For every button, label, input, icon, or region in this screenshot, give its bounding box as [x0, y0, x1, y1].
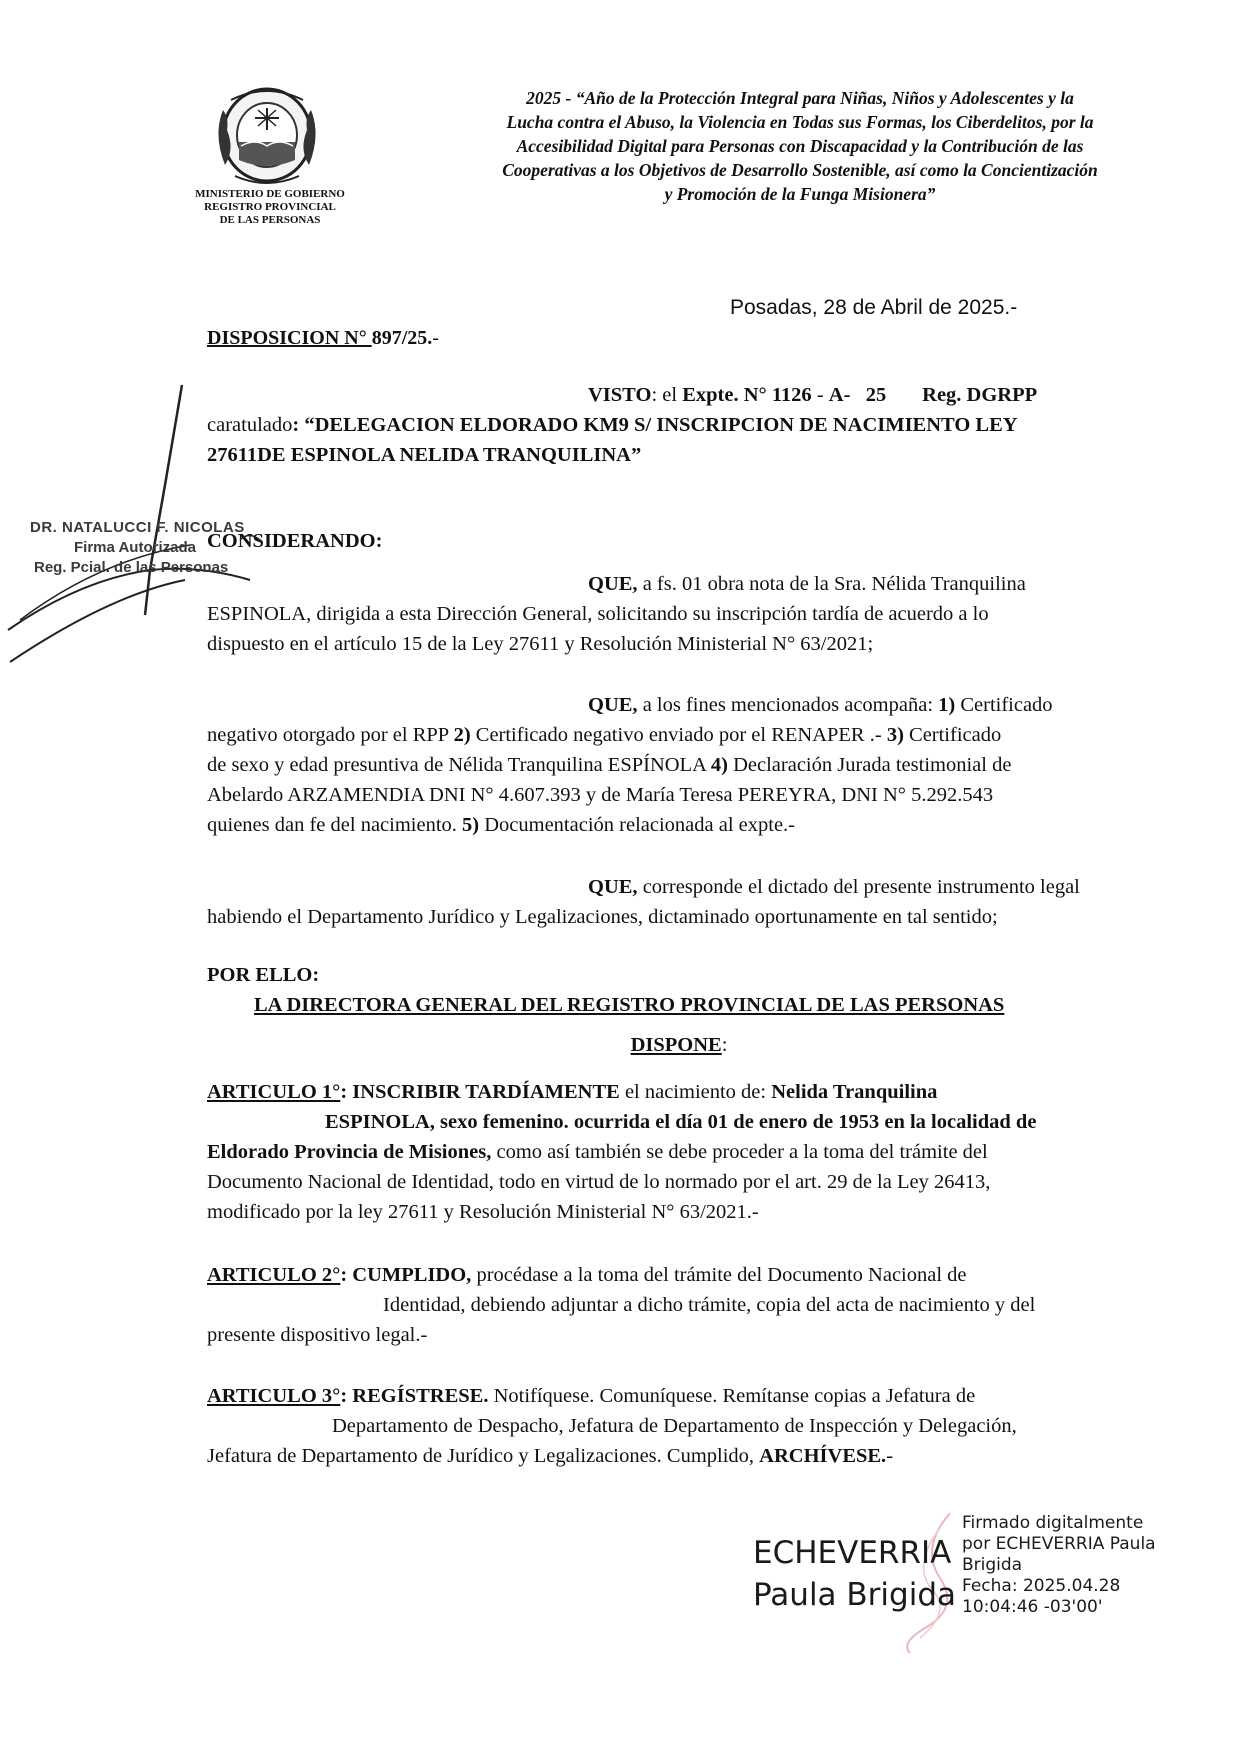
ministry-line: DE LAS PERSONAS: [219, 214, 321, 226]
que2-line4: Abelardo ARZAMENDIA DNI N° 4.607.393 y de María Teresa PEREYRA, DNI N° 5.292.543: [207, 784, 994, 806]
stamp-line: Firma Autorizada: [74, 539, 196, 556]
art1-line5: modificado por la ley 27611 y Resolución Ministerial N° 63/2021.-: [207, 1201, 759, 1223]
art1-line2: [325, 1107, 1151, 1137]
year-motto: [440, 86, 1160, 206]
disposicion-title: [207, 327, 439, 350]
ministry-line: MINISTERIO DE GOBIERNO: [195, 188, 345, 200]
art3-archivese: ARCHÍVESE.: [759, 1445, 887, 1467]
visto-line: [588, 380, 1188, 410]
art1-place: Eldorado Provincia de Misiones,: [207, 1141, 492, 1163]
que1-line1: [588, 569, 1151, 599]
caratulado-label: caratulado: [207, 414, 293, 436]
que2-item-3: 3): [886, 724, 904, 746]
art1-line4: Documento Nacional de Identidad, todo en virtud de lo normado por el art. 29 de la Ley 26413,: [207, 1171, 991, 1193]
por-ello-heading: POR ELLO:: [207, 964, 320, 986]
signature-info-line: por ECHEVERRIA Paula: [962, 1534, 1156, 1554]
signature-info-line: Brigida: [962, 1555, 1023, 1575]
que2-text: Declaración Jurada testimonial de: [727, 754, 1012, 776]
caratulado-title: : “DELEGACION ELDORADO KM9 S/ INSCRIPCION DE NACIMIENTO LEY: [292, 414, 1018, 436]
art2-line3: presente dispositivo legal.-: [207, 1324, 428, 1346]
art3-text: Notifíquese. Comuníquese. Remítanse copias a Jefatura de: [488, 1385, 976, 1407]
authorized-signature-stamp: [30, 518, 245, 578]
art3-text: Jefatura de Departamento de Jurídico y Legalizaciones. Cumplido,: [207, 1445, 760, 1467]
que1-text: a fs. 01 obra nota de la Sra. Nélida Tranquilina: [637, 573, 1026, 595]
motto-line: Cooperativas a los Objetivos de Desarrollo Sostenible, así como la Concientización: [502, 160, 1098, 180]
caratulado-line1: [207, 410, 1151, 440]
que2-line1: [588, 690, 1151, 720]
que2-item-1: 1): [938, 694, 956, 716]
signature-info-line: 10:04:46 -03'00': [962, 1597, 1103, 1617]
art3-line3: [207, 1441, 1151, 1471]
que2-item-2: 2): [453, 724, 471, 746]
visto-label: VISTO: [588, 384, 652, 406]
que2-line3: [207, 750, 1151, 780]
art2-line1: [207, 1260, 1151, 1290]
expte-letter: A-: [828, 384, 851, 406]
signer-name-line: ECHEVERRIA: [753, 1535, 952, 1571]
art1-text: ESPINOLA, sexo femenino. ocurrida el día 01 de enero de 1953 en la localidad de: [325, 1111, 1037, 1133]
art1-verb: INSCRIBIR TARDÍAMENTE: [352, 1081, 620, 1103]
que2-text: Certificado: [903, 724, 1002, 746]
authority-heading: LA DIRECTORA GENERAL DEL REGISTRO PROVINCIAL DE LAS PERSONAS: [254, 994, 1005, 1016]
visto-text: : el: [651, 384, 683, 406]
que2-line2: [207, 720, 1151, 750]
que3-line1: [588, 872, 1151, 902]
considerando-heading: CONSIDERANDO:: [207, 530, 383, 552]
art1-text: como así también se debe proceder a la toma del trámite del: [491, 1141, 988, 1163]
art1-text: el nacimiento de:: [619, 1081, 772, 1103]
motto-line: y Promoción de la Funga Misionera”: [664, 184, 936, 204]
motto-line: 2025 - “Año de la Protección Integral para Niñas, Niños y Adolescentes y la: [526, 88, 1074, 108]
que3-line2: habiendo el Departamento Jurídico y Legalizaciones, dictaminado oportunamente en tal sentido;: [207, 906, 998, 928]
ministry-header: [175, 188, 365, 227]
dispone-label: DISPONE: [630, 1034, 722, 1056]
ministry-line: REGISTRO PROVINCIAL: [204, 201, 336, 213]
art2-verb: CUMPLIDO,: [352, 1264, 472, 1286]
art3-label: ARTICULO 3°: [207, 1385, 341, 1407]
art1-label: ARTICULO 1°: [207, 1081, 341, 1103]
dispone-suffix: :: [721, 1034, 728, 1056]
digital-signature-info: [962, 1513, 1182, 1618]
que3-text: corresponde el dictado del presente instrumento legal: [637, 876, 1080, 898]
que1-line2: ESPINOLA, dirigida a esta Dirección General, solicitando su inscripción tardía de acuerdo a lo: [207, 603, 989, 625]
art2-text: procédase a la toma del trámite del Documento Nacional de: [471, 1264, 967, 1286]
disposicion-number: 897/25.: [371, 327, 433, 349]
place-date: Posadas, 28 de Abril de 2025.-: [730, 296, 1018, 319]
motto-line: Accesibilidad Digital para Personas con Discapacidad y la Contribución de las: [516, 136, 1084, 156]
art1-colon: :: [340, 1081, 353, 1103]
caratulado-line2: [207, 440, 1151, 470]
que2-item-5: 5): [462, 814, 480, 836]
que2-text: Certificado negativo enviado por el RENAPER .-: [470, 724, 887, 746]
que2-text: Documentación relacionada al expte.-: [479, 814, 795, 836]
que1-line3: dispuesto en el artículo 15 de la Ley 27611 y Resolución Ministerial N° 63/2021;: [207, 633, 874, 655]
que2-item-4: 4): [710, 754, 728, 776]
art1-name: Nelida Tranquilina: [771, 1081, 938, 1103]
art1-line1: [207, 1077, 1151, 1107]
art2-colon: :: [340, 1264, 353, 1286]
art1-line3: [207, 1137, 1151, 1167]
digital-signer-name: [753, 1532, 956, 1616]
que2-text: negativo otorgado por el RPP: [207, 724, 454, 746]
signer-name-line: Paula Brigida: [753, 1577, 956, 1613]
provincial-seal-emblem: [205, 80, 330, 190]
stamp-line: DR. NATALUCCI F. NICOLAS: [30, 519, 245, 536]
art2-label: ARTICULO 2°: [207, 1264, 341, 1286]
que2-text: Certificado: [955, 694, 1053, 716]
stamp-line: Reg. Pcial. de las Personas: [34, 559, 229, 576]
expte-year: 25: [865, 384, 887, 406]
dispone-heading: [207, 1034, 1151, 1057]
expte-number: Expte. N° 1126: [682, 384, 812, 406]
motto-line: Lucha contra el Abuso, la Violencia en Todas sus Formas, los Ciberdelitos, por la: [506, 112, 1094, 132]
que2-text: de sexo y edad presuntiva de Nélida Tranquilina ESPÍNOLA: [207, 754, 711, 776]
art2-line2: Identidad, debiendo adjuntar a dicho trámite, copia del acta de nacimiento y del: [383, 1294, 1036, 1316]
que2-text: a los fines mencionados acompaña:: [637, 694, 939, 716]
que2-lead: QUE,: [588, 694, 638, 716]
signature-info-line: Fecha: 2025.04.28: [962, 1576, 1121, 1596]
que2-line5: [207, 810, 1151, 840]
visto-sep: -: [811, 384, 829, 406]
que1-lead: QUE,: [588, 573, 638, 595]
disposicion-suffix: -: [432, 327, 439, 349]
art3-line2: Departamento de Despacho, Jefatura de Departamento de Inspección y Delegación,: [332, 1415, 1017, 1437]
art3-line1: [207, 1381, 1151, 1411]
que3-lead: QUE,: [588, 876, 638, 898]
caratulado-title-cont: 27611DE ESPINOLA NELIDA TRANQUILINA”: [207, 444, 642, 466]
art3-text: -: [886, 1445, 894, 1467]
que2-text: quienes dan fe del nacimiento.: [207, 814, 463, 836]
disposicion-label: DISPOSICION N°: [207, 327, 372, 349]
expte-reg: Reg. DGRPP: [922, 384, 1038, 406]
art3-colon: :: [340, 1385, 353, 1407]
signature-info-line: Firmado digitalmente: [962, 1513, 1144, 1533]
art3-verb: REGÍSTRESE.: [352, 1385, 489, 1407]
